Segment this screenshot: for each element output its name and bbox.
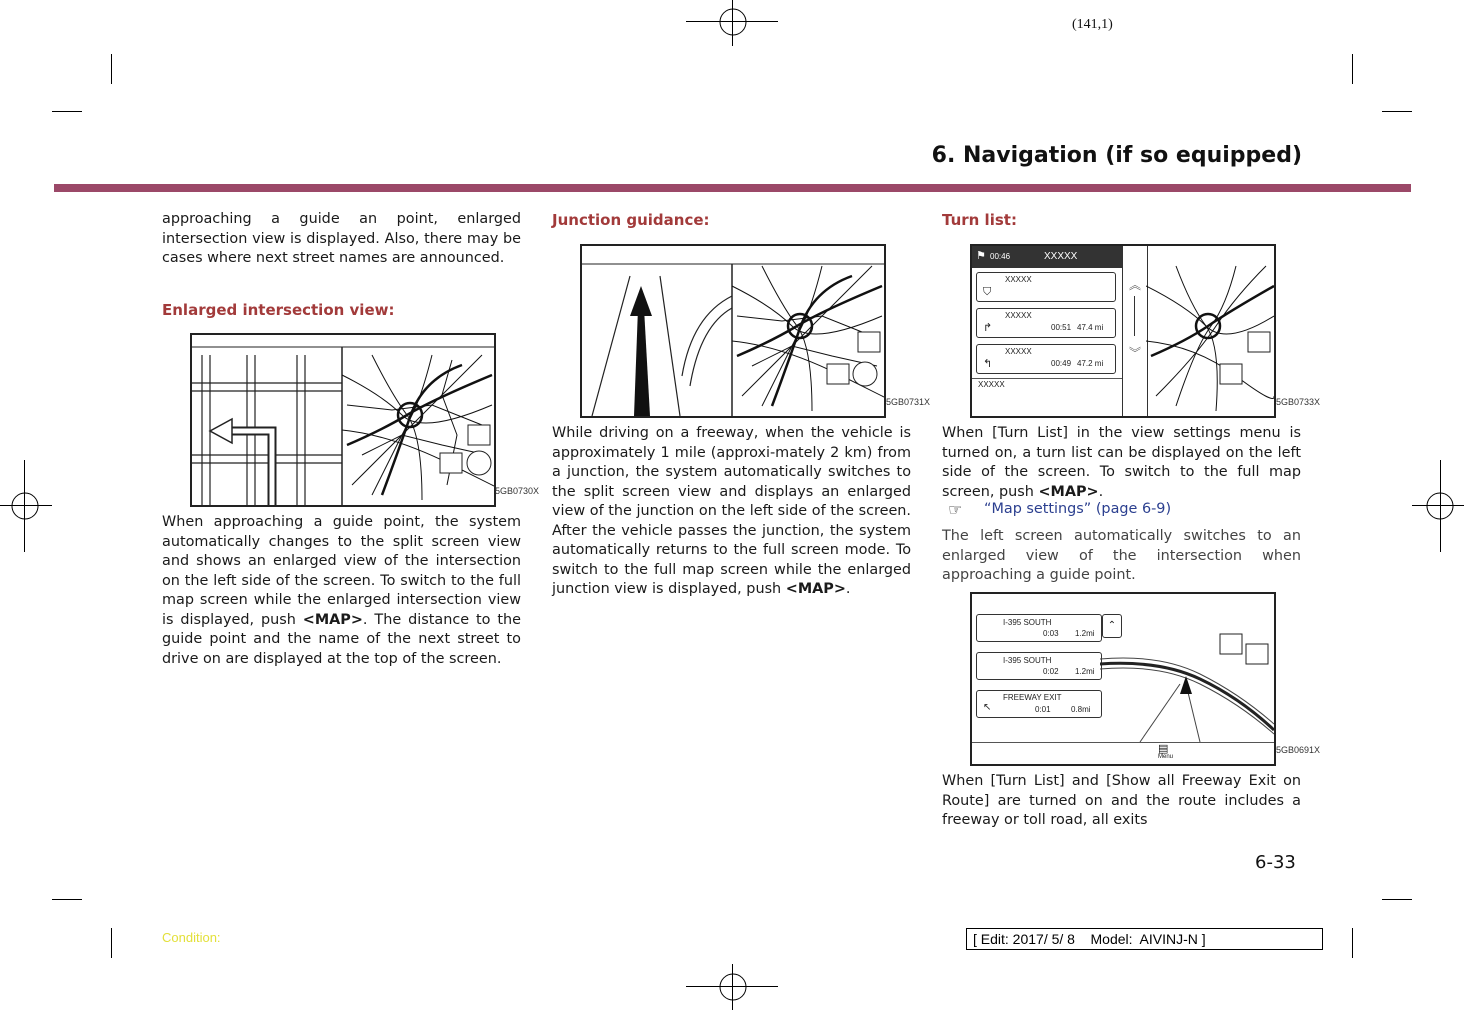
condition-label: Condition: <box>162 930 221 945</box>
registration-mark-right <box>1424 490 1456 522</box>
map-button-label: <MAP> <box>785 581 846 597</box>
turn-list-top-name: XXXXX <box>1044 251 1078 262</box>
freeway-list-row[interactable] <box>976 614 1102 642</box>
enlarged-intersection-figure <box>190 333 496 507</box>
column-1 <box>162 210 521 269</box>
freeway-row-time: 0:01 <box>1035 705 1051 714</box>
toll-icon: ⛉ <box>983 286 992 298</box>
section-title: 6. Navigation (if so equipped) <box>931 143 1302 168</box>
enlarged-intersection-heading: Enlarged intersection view: <box>162 301 395 319</box>
menu-label: Menu <box>1158 754 1174 760</box>
turn-list-bottom-label: XXXXX <box>978 380 1005 389</box>
turn-list-row-name: XXXXX <box>1005 311 1032 320</box>
exit-arrow-icon: ↖ <box>983 702 992 713</box>
figure-code-5gb0730x: 5GB0730X <box>495 486 540 496</box>
freeway-row-distance: 1.2mi <box>1075 667 1095 676</box>
menu-icon[interactable]: ▤ <box>1158 742 1169 755</box>
turn-list-figure <box>970 244 1276 418</box>
body-text-end: . <box>1098 483 1104 500</box>
map-button-label: <MAP> <box>1038 483 1099 500</box>
turn-list-row-time: 00:49 <box>1051 359 1072 368</box>
freeway-list-row[interactable] <box>976 652 1102 680</box>
turn-list-scrollbar[interactable] <box>1122 246 1148 416</box>
turn-list-map <box>1146 246 1274 416</box>
registration-mark-top <box>717 6 749 38</box>
freeway-row-name: I-395 SOUTH <box>1003 656 1052 665</box>
figure-code-5gb0733x: 5GB0733X <box>1276 397 1321 407</box>
enlarged-intersection-illustration <box>192 335 494 505</box>
column-3-body-2 <box>942 527 1301 586</box>
figure-code-5gb0731x: 5GB0731X <box>886 397 931 407</box>
registration-mark-left <box>9 490 41 522</box>
registration-mark-bottom <box>717 971 749 1003</box>
junction-guidance-figure <box>580 244 886 418</box>
turn-list-row-name: XXXXX <box>1005 275 1032 284</box>
junction-guidance-heading: Junction guidance: <box>552 211 710 229</box>
map-settings-link[interactable]: “Map settings” (page 6-9) <box>984 501 1172 517</box>
turn-list-top-bar <box>972 246 1122 268</box>
freeway-map <box>1100 624 1274 742</box>
page-number: 6-33 <box>1255 852 1296 873</box>
freeway-exit-figure <box>970 592 1276 766</box>
body-text: When approaching a guide point, the system automatically changes to the split screen view and shows an enlarged view of the intersection on the left side of the screen. To switch to the full map screen while the enlarged intersection view is displayed, push <box>162 514 521 628</box>
pointing-hand-icon: ☞ <box>948 500 963 519</box>
freeway-row-distance: 1.2mi <box>1075 629 1095 638</box>
scroll-up-icon[interactable]: ︽ <box>1129 278 1142 292</box>
turn-list-row[interactable] <box>976 272 1116 302</box>
figure-code-5gb0691x: 5GB0691X <box>1276 745 1321 755</box>
map-button-label: <MAP> <box>302 611 363 628</box>
turn-list-row-name: XXXXX <box>1005 347 1032 356</box>
column-2-body <box>552 424 911 600</box>
intro-paragraph: approaching a guide an point, enlarged intersection view is displayed. Also, there may be cases where next street names are announced. <box>162 211 521 266</box>
freeway-row-name: FREEWAY EXIT <box>1003 693 1062 702</box>
column-3-body <box>942 424 1301 502</box>
body-text: When [Turn List] in the view settings menu is turned on, a turn list can be displayed on the left side of the screen. To switch to the full map screen, push <box>942 425 1301 500</box>
freeway-row-time: 0:03 <box>1043 629 1059 638</box>
turn-list-row[interactable] <box>976 308 1116 338</box>
column-1-body <box>162 513 521 669</box>
turn-left-icon: ↰ <box>983 358 993 370</box>
turn-list-heading: Turn list: <box>942 211 1017 229</box>
column-3-body-3 <box>942 772 1301 831</box>
body-text-end: . The distance to the guide point and the name of the next street to drive on are displayed at the top of the screen. <box>162 611 521 667</box>
print-code: (141,1) <box>1072 17 1113 32</box>
turn-list-row-time: 00:51 <box>1051 323 1072 332</box>
body-text-end: . <box>845 581 851 597</box>
turn-list-top-time: 00:46 <box>990 252 1011 261</box>
edit-info-box: [ Edit: 2017/ 5/ 8 Model: AIVINJ-N ] <box>966 928 1323 950</box>
body-text: While driving on a freeway, when the vehicle is approximately 1 mile (approxi-mately 2 km) from a junction, the system automatically switches to the split screen view and displays an enlarged view of the junction on the left side of the screen. After the vehicle passes the junction, the system automatically returns to the full screen mode. To switch to the full map screen while the enlarged junction view is displayed, push <box>552 425 911 597</box>
freeway-row-name: I-395 SOUTH <box>1003 618 1052 627</box>
chevron-up-icon: ⌃ <box>1107 620 1117 631</box>
body-text: The left screen automatically switches to an enlarged view of the intersection when approaching a guide point. <box>942 528 1301 583</box>
scroll-down-icon[interactable]: ︾ <box>1129 346 1142 360</box>
freeway-row-time: 0:02 <box>1043 667 1059 676</box>
turn-right-icon: ↱ <box>983 322 993 334</box>
freeway-row-distance: 0.8mi <box>1071 705 1091 714</box>
turn-list-row-distance: 47.2 mi <box>1077 359 1104 368</box>
flag-icon: ⚑ <box>976 249 986 262</box>
section-rule <box>54 184 1411 192</box>
freeway-list-row[interactable] <box>976 690 1102 718</box>
turn-list-row-distance: 47.4 mi <box>1077 323 1104 332</box>
turn-list-row[interactable] <box>976 344 1116 374</box>
body-text: When [Turn List] and [Show all Freeway Exit on Route] are turned on and the route includes a freeway or toll road, all exits <box>942 773 1301 828</box>
junction-guidance-illustration <box>582 246 884 416</box>
